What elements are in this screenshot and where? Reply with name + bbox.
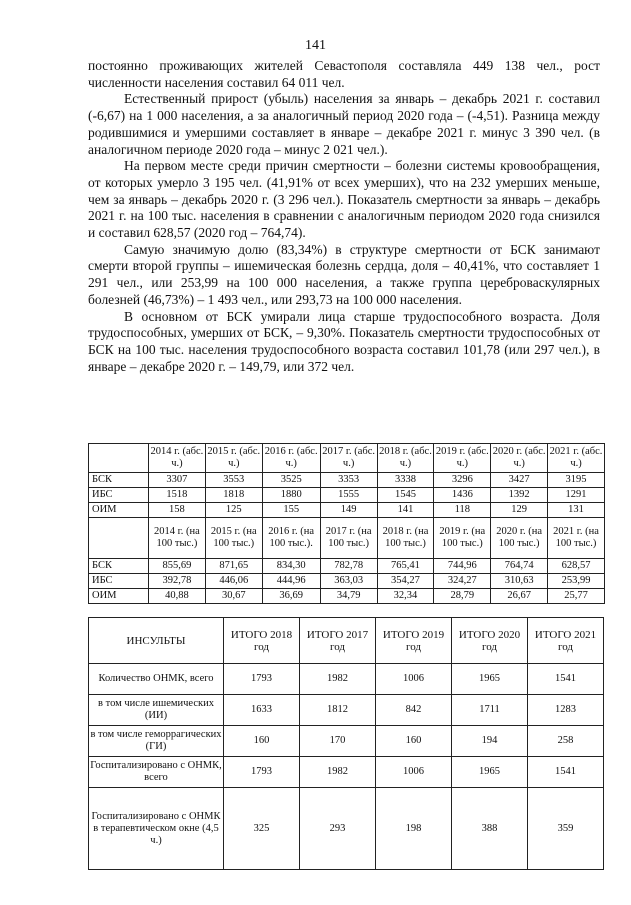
- table-cell: 359: [528, 788, 604, 870]
- header-cell: ИТОГО 2020 год: [452, 618, 528, 664]
- table-cell: 3338: [377, 473, 434, 488]
- table-cell: 1812: [300, 695, 376, 726]
- paragraph: Самую значимую долю (83,34%) в структуре смертности от БСК занимают смерти второй группы – ишемическая болезнь сердца, доля – 40,41%, что составляет 1 291 чел., или 253,99 на 100 000 населения, а также группа цереброваскулярных болезней (46,73%) – 1 493 чел., или 293,73 на 100 000 населения.: [88, 241, 600, 307]
- table-cell: 871,65: [205, 559, 262, 574]
- table-cell: 1006: [376, 664, 452, 695]
- table-cell: 628,57: [548, 559, 605, 574]
- row-label: Количество ОНМК, всего: [89, 664, 224, 695]
- table-cell: 3427: [491, 473, 548, 488]
- table-cell: 1436: [434, 488, 491, 503]
- header-cell: ИНСУЛЬТЫ: [89, 618, 224, 664]
- table-cell: 129: [491, 503, 548, 518]
- table-cell: 1518: [149, 488, 206, 503]
- mortality-table: [88, 443, 605, 604]
- header-cell: ИТОГО 2021 год: [528, 618, 604, 664]
- table-cell: 26,67: [491, 589, 548, 604]
- header-cell: 2015 г. (абс. ч.): [205, 444, 262, 473]
- table-cell: 1880: [262, 488, 320, 503]
- table-cell: 1392: [491, 488, 548, 503]
- header-cell: 2015 г. (на 100 тыс.): [205, 518, 262, 559]
- stroke-table: [88, 617, 604, 870]
- table-cell: 1283: [528, 695, 604, 726]
- row-label: ИБС: [89, 488, 149, 503]
- header-empty-cell: [89, 444, 149, 473]
- abs-header-row: [89, 444, 605, 473]
- table-cell: 32,34: [377, 589, 434, 604]
- table-cell: 325: [224, 788, 300, 870]
- table-cell: 3353: [320, 473, 377, 488]
- header-cell: 2016 г. (абс. ч.): [262, 444, 320, 473]
- table-cell: 1291: [548, 488, 605, 503]
- table-cell: 28,79: [434, 589, 491, 604]
- table-cell: 324,27: [434, 574, 491, 589]
- table-cell: 155: [262, 503, 320, 518]
- table-row: [89, 664, 604, 695]
- row-label: в том числе ишемических (ИИ): [89, 695, 224, 726]
- table-cell: 194: [452, 726, 528, 757]
- row-label: Госпитализировано с ОНМК в терапевтическом окне (4,5 ч.): [89, 788, 224, 870]
- header-row: [89, 618, 604, 664]
- table-cell: 310,63: [491, 574, 548, 589]
- table-cell: 258: [528, 726, 604, 757]
- table-row: [89, 488, 605, 503]
- header-cell: 2021 г. (на 100 тыс.): [548, 518, 605, 559]
- header-cell: 2017 г. (абс. ч.): [320, 444, 377, 473]
- table-cell: 388: [452, 788, 528, 870]
- row-label: Госпитализировано с ОНМК, всего: [89, 757, 224, 788]
- header-cell: 2021 г. (абс. ч.): [548, 444, 605, 473]
- row-label: БСК: [89, 559, 149, 574]
- row-label: БСК: [89, 473, 149, 488]
- paragraph: Естественный прирост (убыль) населения за январь – декабрь 2021 г. составил (-6,67) на 1 000 населения, а за аналогичный период 2020 года – (-4,51). Разница между родившимися и умершими составляет в январе – декабре 2021 г. минус 3 390 чел. (в аналогичном периоде 2020 года – минус 2 021 чел.).: [88, 91, 600, 157]
- table-cell: 3195: [548, 473, 605, 488]
- table-cell: 1545: [377, 488, 434, 503]
- table-cell: 834,30: [262, 559, 320, 574]
- table-cell: 125: [205, 503, 262, 518]
- header-cell: 2014 г. (абс. ч.): [149, 444, 206, 473]
- header-cell: 2020 г. (абс. ч.): [491, 444, 548, 473]
- table-cell: 160: [376, 726, 452, 757]
- table-row: [89, 788, 604, 870]
- table-cell: 392,78: [149, 574, 206, 589]
- table-cell: 3553: [205, 473, 262, 488]
- header-cell: 2017 г. (на 100 тыс.): [320, 518, 377, 559]
- table-row: [89, 574, 605, 589]
- table-cell: 1633: [224, 695, 300, 726]
- table-row: [89, 559, 605, 574]
- body-text: [88, 58, 600, 375]
- table-cell: 1541: [528, 757, 604, 788]
- rate-header-row: [89, 518, 605, 559]
- table-cell: 744,96: [434, 559, 491, 574]
- table-cell: 3296: [434, 473, 491, 488]
- table-cell: 36,69: [262, 589, 320, 604]
- table-cell: 1965: [452, 664, 528, 695]
- table-cell: 141: [377, 503, 434, 518]
- table-row: [89, 695, 604, 726]
- header-cell: 2014 г. (на 100 тыс.): [149, 518, 206, 559]
- table-row: [89, 503, 605, 518]
- table-cell: 40,88: [149, 589, 206, 604]
- page-number: 141: [305, 38, 326, 53]
- table-cell: 764,74: [491, 559, 548, 574]
- table-cell: 354,27: [377, 574, 434, 589]
- header-cell: 2018 г. (на 100 тыс.): [377, 518, 434, 559]
- row-label: ИБС: [89, 574, 149, 589]
- table-cell: 1793: [224, 757, 300, 788]
- header-cell: 2019 г. (абс. ч.): [434, 444, 491, 473]
- header-empty-cell: [89, 518, 149, 559]
- row-label: ОИМ: [89, 589, 149, 604]
- table-cell: 363,03: [320, 574, 377, 589]
- table-cell: 118: [434, 503, 491, 518]
- header-cell: 2018 г. (абс. ч.): [377, 444, 434, 473]
- table-cell: 1982: [300, 664, 376, 695]
- header-cell: 2019 г. (на 100 тыс.): [434, 518, 491, 559]
- table-cell: 1793: [224, 664, 300, 695]
- table-cell: 3525: [262, 473, 320, 488]
- header-cell: 2020 г. (на 100 тыс.): [491, 518, 548, 559]
- header-cell: ИТОГО 2019 год: [376, 618, 452, 664]
- table-row: [89, 726, 604, 757]
- paragraph: постоянно проживающих жителей Севастополя составляла 449 138 чел., рост численности населения составил 64 011 чел.: [88, 58, 600, 90]
- table-cell: 160: [224, 726, 300, 757]
- table-cell: 782,78: [320, 559, 377, 574]
- table-cell: 1818: [205, 488, 262, 503]
- table-cell: 1555: [320, 488, 377, 503]
- row-label: в том числе геморрагических (ГИ): [89, 726, 224, 757]
- table-cell: 170: [300, 726, 376, 757]
- paragraph: На первом месте среди причин смертности – болезни системы кровообращения, от которых умерло 3 195 чел. (41,91% от всех умерших), что на 232 умерших меньше, чем за январь – декабрь 2020 г. (3 296 чел.). Показатель смертности за январь – декабрь 2021 г. на 100 тыс. населения в сравнении с аналогичным периодом 2020 года снизился и составил 628,57 (2020 год – 764,74).: [88, 158, 600, 241]
- table-cell: 1006: [376, 757, 452, 788]
- table-row: [89, 757, 604, 788]
- table-cell: 198: [376, 788, 452, 870]
- table-cell: 34,79: [320, 589, 377, 604]
- table-cell: 444,96: [262, 574, 320, 589]
- table-cell: 446,06: [205, 574, 262, 589]
- paragraph: В основном от БСК умирали лица старше трудоспособного возраста. Доля трудоспособных, умерших от БСК, – 9,30%. Показатель смертности трудоспособных от БСК на 100 тыс. населения трудоспособного возраста составил 101,78 (или 297 чел.), в январе – декабре 2020 г. – 149,79, или 372 чел.: [88, 308, 600, 374]
- table-cell: 3307: [149, 473, 206, 488]
- table-cell: 30,67: [205, 589, 262, 604]
- table-cell: 1965: [452, 757, 528, 788]
- table-cell: 1711: [452, 695, 528, 726]
- table-cell: 131: [548, 503, 605, 518]
- header-cell: ИТОГО 2018 год: [224, 618, 300, 664]
- table-cell: 765,41: [377, 559, 434, 574]
- table-cell: 1982: [300, 757, 376, 788]
- header-cell: 2016 г. (на 100 тыс.).: [262, 518, 320, 559]
- table-cell: 149: [320, 503, 377, 518]
- row-label: ОИМ: [89, 503, 149, 518]
- table-cell: 25,77: [548, 589, 605, 604]
- table-cell: 253,99: [548, 574, 605, 589]
- header-cell: ИТОГО 2017 год: [300, 618, 376, 664]
- table-cell: 842: [376, 695, 452, 726]
- table-row: [89, 589, 605, 604]
- table-row: [89, 473, 605, 488]
- table-cell: 158: [149, 503, 206, 518]
- table-cell: 855,69: [149, 559, 206, 574]
- table-cell: 293: [300, 788, 376, 870]
- table-cell: 1541: [528, 664, 604, 695]
